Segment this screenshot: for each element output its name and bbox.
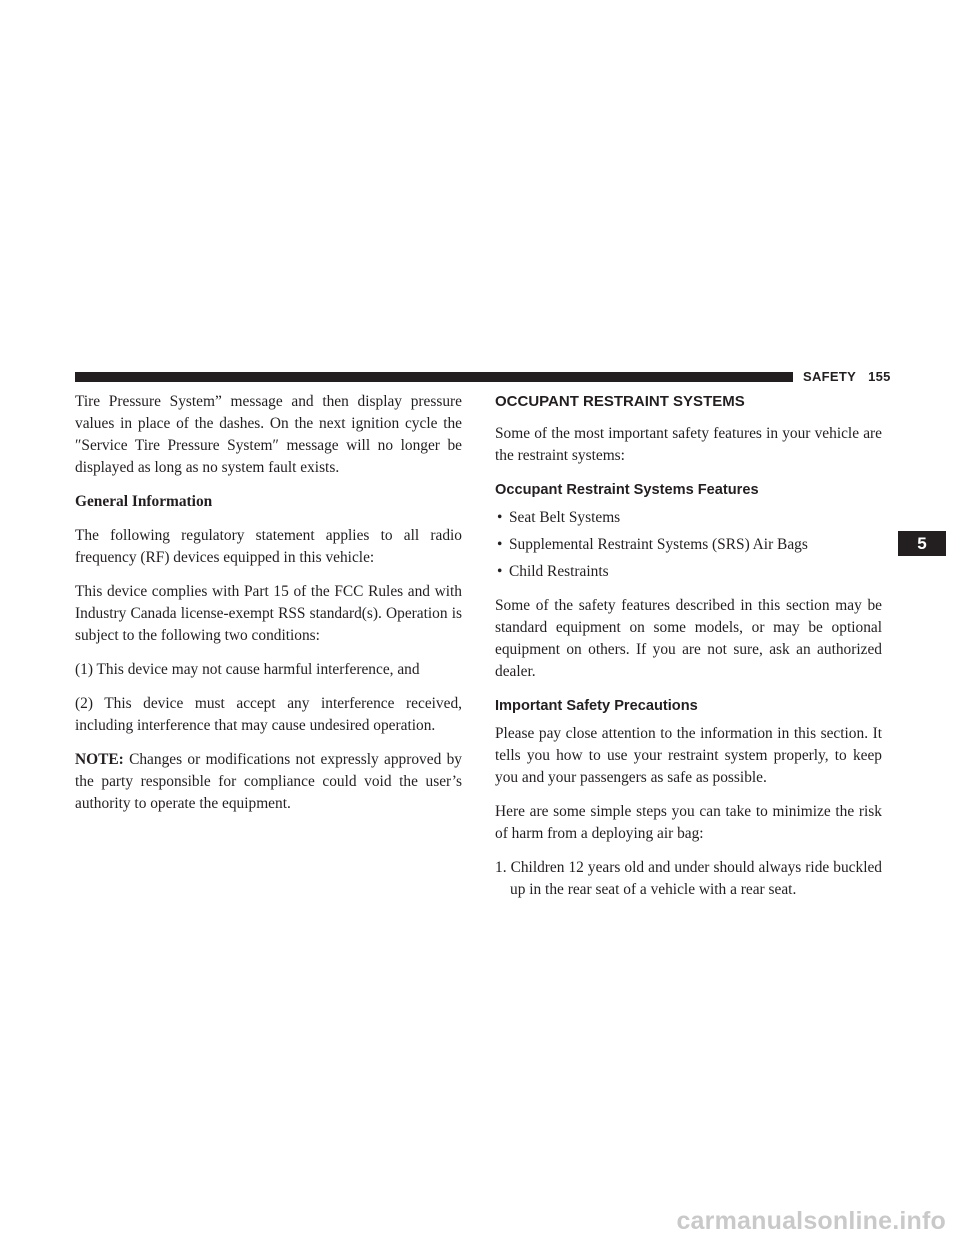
features-note-paragraph: Some of the safety features described in this section may be standard equipment on some models, or may be optional equipment on others. If you are not sure, ask an authorized dealer. bbox=[495, 597, 882, 680]
general-information-heading: General Information bbox=[75, 493, 213, 510]
precautions-paragraph: Here are some simple steps you can take to minimize the risk of harm from a deploying air bag: bbox=[495, 803, 882, 842]
right-column bbox=[495, 391, 882, 913]
note-text: Changes or modifications not expressly approved by the party responsible for compliance could void the user’s authority to operate the equipment. bbox=[75, 751, 462, 812]
continued-paragraph: Tire Pressure System” message and then display pressure values in place of the dashes. On the next ignition cycle the ″Service Tire Pressure System″ message will no longer be displayed as long as no system fault exists. bbox=[75, 393, 462, 476]
features-list bbox=[495, 507, 882, 583]
body-paragraph: The following regulatory statement applies to all radio frequency (RF) devices equipped in this vehicle: bbox=[75, 527, 462, 566]
note-label: NOTE: bbox=[75, 751, 124, 768]
list-item: • Supplemental Restraint Systems (SRS) Air Bags bbox=[495, 534, 882, 556]
chapter-tab: 5 bbox=[898, 531, 946, 556]
running-header bbox=[803, 369, 891, 384]
section-label: SAFETY bbox=[803, 369, 857, 384]
precautions-paragraph: Please pay close attention to the information in this section. It tells you how to use your restraint system properly, to keep you and your passengers as safe as possible. bbox=[495, 725, 882, 786]
body-paragraph: This device complies with Part 15 of the FCC Rules and with Industry Canada license-exempt RSS standard(s). Operation is subject to the following two conditions: bbox=[75, 583, 462, 644]
body-paragraph: (2) This device must accept any interference received, including interference that may cause undesired operation. bbox=[75, 695, 462, 734]
precautions-heading: Important Safety Precautions bbox=[495, 698, 698, 714]
left-column bbox=[75, 391, 462, 827]
list-item: • Seat Belt Systems bbox=[495, 507, 882, 529]
header-rule bbox=[75, 372, 793, 382]
features-heading: Occupant Restraint Systems Features bbox=[495, 482, 759, 498]
note-paragraph bbox=[75, 749, 462, 815]
list-item: • Child Restraints bbox=[495, 561, 882, 583]
section-title: OCCUPANT RESTRAINT SYSTEMS bbox=[495, 393, 745, 410]
intro-paragraph: Some of the most important safety features in your vehicle are the restraint systems: bbox=[495, 425, 882, 464]
watermark-logo: carmanualsonline.info bbox=[676, 1207, 946, 1235]
numbered-item: 1. Children 12 years old and under should always ride buckled up in the rear seat of a vehicle with a rear seat. bbox=[495, 859, 882, 898]
page-number: 155 bbox=[868, 369, 891, 384]
body-paragraph: (1) This device may not cause harmful interference, and bbox=[75, 661, 420, 678]
